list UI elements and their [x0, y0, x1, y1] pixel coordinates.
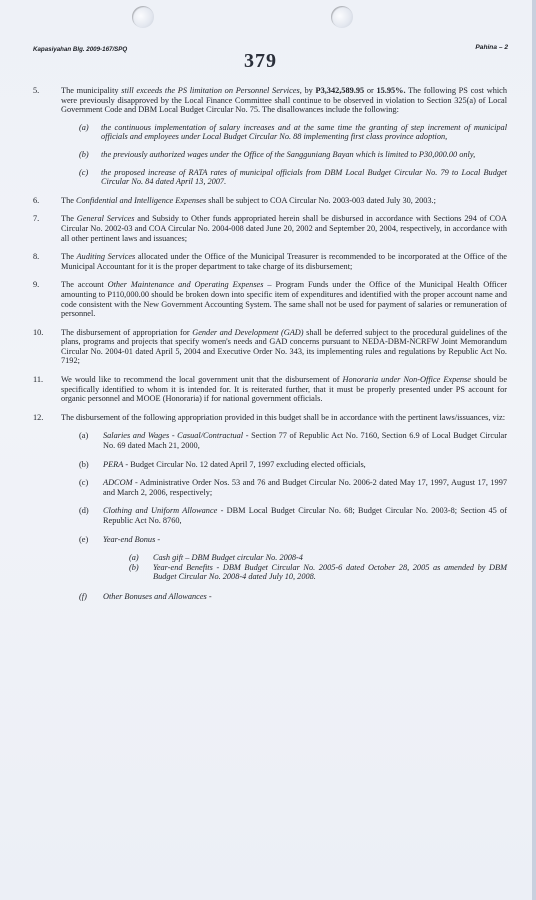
subitem-label: (c) [79, 167, 89, 177]
item-number: 5. [33, 86, 40, 95]
item-12e-b [31, 563, 507, 582]
item-emphasis: Honoraria under Non-Office Expense [342, 375, 471, 385]
item-text: , by [299, 86, 316, 95]
item-12c [31, 478, 507, 497]
item-emphasis: Auditing Services [76, 252, 136, 262]
item-number: 6. [33, 195, 40, 205]
subitem-text: - Budget Circular No. 12 dated April 7, 1997 excluding elected officials, [123, 459, 366, 469]
item-text: shall be subject to COA Circular No. 2003-003 dated July 30, 2003.; [206, 195, 436, 205]
item-12 [31, 413, 507, 423]
item-text: shall be deferred subject to the procedural guidelines of the plans, programs and projects that specify women's needs and GAD concerns pursuant to NEDA-DBM-NCRFW Joint Memorandum Circular No. 2004-01 dated April 5, 2004 and Executive Order No. 343, its implementing rules and regulations by Republic Act No. 7192; [61, 327, 508, 366]
subitem-text: - DBM Local Budget Circular No. 68; Budget Circular No. 2003-8; Section 45 of Republic Act No. 8760, [103, 506, 507, 525]
item-12f [31, 592, 507, 602]
item-5b [31, 150, 507, 160]
subitem-emphasis: PERA [103, 459, 124, 469]
item-5 [31, 86, 507, 115]
page-edge [532, 0, 536, 900]
subitem-label: (c) [79, 478, 89, 488]
item-number: 8. [33, 252, 40, 262]
item-emphasis: General Services [76, 214, 135, 224]
item-text: should be specifically identified to whom it is intended for. It is reiterated further, that it must be properly presented under PS account for organic personnel and MOOE (Honoraria) if for national government officials. [61, 375, 507, 404]
item-text: The [61, 214, 77, 224]
subitem-text: Year-end Benefits - DBM Budget Circular No. 2005-6 dated October 28, 2005 as amended by DBM Budget Circular No. 2008-4 dated July 10, 2008. [153, 562, 507, 582]
item-5c [31, 168, 507, 187]
item-text: The disbursement of the following appropriation provided in this budget shall be in accordance with the pertinent laws/issuances, viz: [61, 412, 506, 422]
item-text: and Subsidy to Other funds appropriated herein shall be disbursed in accordance with Sections 294 of COA Circular No. 2002-03 and COA Circular No. 2004-008 dated June 20, 2002 and September 20, 2004, respectively, in accordance with all other pertinent laws and issuances; [61, 214, 507, 243]
subitem-text: - Administrative Order Nos. 53 and 76 and Budget Circular No. 2006-2 dated May 17, 1997, August 17, 1997 and March 2, 2006, respectively; [103, 478, 507, 497]
subitem-label: (b) [79, 459, 89, 469]
item-text: The municipality [61, 86, 122, 95]
item-text: – Program Funds under the Office of the Municipal Health Officer amounting to P110,000.00 should be broken down into specific item of expenditures and identified with the proper account name and code consistent with the New Government Accounting System. The same shall not be used for payment of salaries or remuneration of personnel. [61, 280, 507, 319]
subitem-label: (b) [79, 149, 89, 159]
subitem-text: - Section 77 of Republic Act No. 7160, Section 6.9 of Local Budget Circular No. 69 dated Mach 21, 2000, [103, 431, 507, 451]
item-7 [31, 214, 507, 243]
item-12b [31, 460, 507, 470]
item-5a [31, 123, 507, 142]
item-text: allocated under the Office of the Municipal Treasurer is recommended to be incorporated at the Office of the Municipal Accountant for it is the proper department to take charge of its disbursement; [61, 252, 507, 271]
item-text: The following PS cost which were previously disapproved by the Local Finance Committee shall continue to be observed in violation to Section 325(a) of Local Government Code and DBM Local Budget Circular No. 75. The disallowances include the following: [61, 86, 507, 115]
item-number: 10. [33, 327, 44, 337]
item-number: 11. [33, 375, 44, 385]
subitem-label: (b) [129, 562, 139, 572]
subitem-label: (d) [79, 506, 89, 516]
item-10 [31, 328, 507, 366]
amount: P3,342,589.95 [315, 86, 365, 95]
item-number: 12. [33, 412, 44, 422]
subitem-emphasis: Salaries and Wages - Casual/Contractual [103, 431, 244, 441]
subitem-emphasis: Year-end Bonus - [103, 534, 161, 544]
item-number: 9. [33, 280, 40, 290]
resolution-number: Kapasiyahan Blg. 2009-167/SPQ [33, 46, 128, 53]
item-text: The disbursement of appropriation for [61, 327, 193, 337]
subitem-label: (f) [79, 591, 87, 601]
item-9 [31, 280, 507, 318]
subitem-text: the proposed increase of RATA rates of municipal officials from DBM Local Budget Circular No. 79 to Local Budget Circular No. 84 dated April 13, 2007. [101, 167, 507, 187]
stamped-page-number: 379 [244, 50, 277, 72]
item-text: The [61, 195, 76, 205]
item-11 [31, 375, 507, 404]
item-text: or [364, 86, 377, 95]
item-emphasis: still exceeds the PS limitation on Personnel Services [121, 86, 300, 95]
subitem-emphasis: Clothing and Uniform Allowance [103, 506, 218, 516]
punch-hole-right [331, 6, 353, 28]
item-12e-a [31, 553, 507, 563]
item-8 [31, 252, 507, 271]
subitem-emphasis: Other Bonuses and Allowances - [103, 591, 212, 601]
punch-hole-left [132, 6, 154, 28]
item-number: 7. [33, 214, 40, 224]
subitem-label: (a) [79, 431, 89, 441]
subitem-label: (e) [79, 534, 89, 544]
item-emphasis: Confidential and Intelligence Expenses [75, 195, 207, 205]
item-12e [31, 535, 507, 545]
item-12a [31, 431, 507, 450]
document-body [31, 86, 507, 602]
item-emphasis: Other Maintenance and Operating Expenses [107, 280, 264, 290]
item-12d [31, 506, 507, 525]
item-emphasis: Gender and Development (GAD) [192, 327, 304, 337]
page-label: Pahina – 2 [475, 44, 508, 51]
subitem-text: the continuous implementation of salary increases and at the same time the granting of step increment of municipal officials and employees under Local Budget Circular No. 88 implementing first class province adoption, [101, 122, 507, 142]
item-text: We would like to recommend the local government unit that the disbursement of [61, 375, 343, 385]
subitem-emphasis: ADCOM [103, 478, 133, 488]
item-text: The [61, 252, 77, 262]
item-6 [31, 196, 507, 206]
subitem-label: (a) [129, 553, 139, 563]
percentage: 15.95%. [376, 86, 406, 95]
subitem-text: the previously authorized wages under the Office of the Sangguniang Bayan which is limited to P30,000.00 only, [101, 149, 476, 159]
item-text: The account [61, 280, 108, 290]
subitem-label: (a) [79, 122, 89, 132]
subitem-text: Cash gift – DBM Budget circular No. 2008-4 [153, 553, 303, 563]
